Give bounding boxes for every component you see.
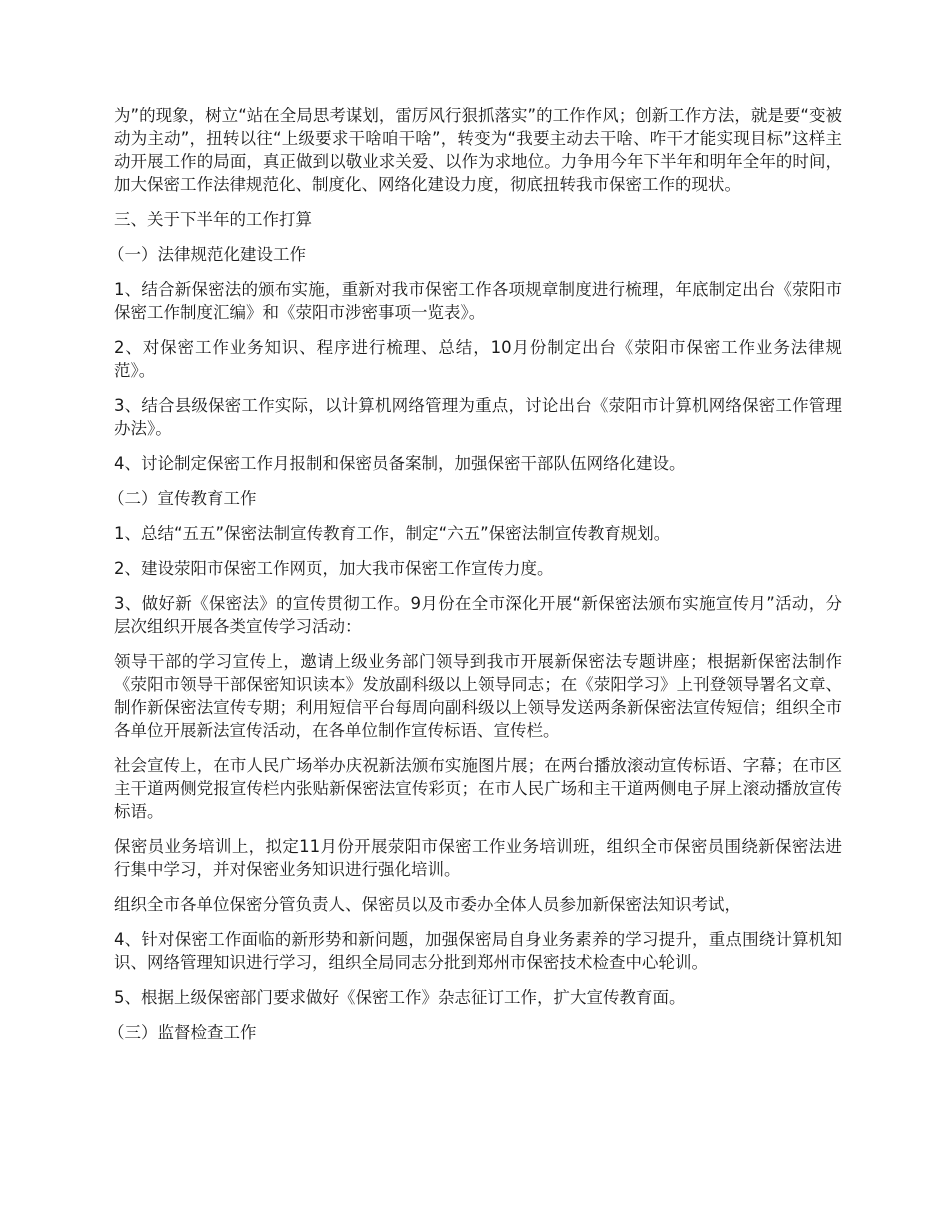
- paragraph-item: 3、结合县级保密工作实际，以计算机网络管理为重点，讨论出台《荥阳市计算机网络保密工作管理办法》。: [114, 396, 842, 438]
- paragraph-item: 4、讨论制定保密工作月报制和保密员备案制，加强保密干部队伍网络化建设。: [114, 454, 686, 473]
- paragraph-intro-continuation: 为”的现象，树立“站在全局思考谋划，雷厉风行狠抓落实”的工作作风；创新工作方法，就是要“变被动为主动”，扭转以往“上级要求干啥咱干啥”，转变为“我要主动去干啥、咋干才能实现目标”这样主动开展工作的局面，真正做到以敬业求关爱、以作为求地位。力争用今年下半年和明年全年的时间，加大保密工作法律规范化、制度化、网络化建设力度，彻底扭转我市保密工作的现状。: [114, 106, 842, 194]
- subsection-heading-2: （二）宣传教育工作: [108, 489, 257, 508]
- paragraph-item: 1、总结“五五”保密法制宣传教育工作，制定“六五”保密法制宣传教育规划。: [114, 524, 671, 543]
- paragraph-social-publicity: 社会宣传上，在市人民广场举办庆祝新法颁布实施图片展；在两台播放滚动宣传标语、字幕；在市区主干道两侧党报宣传栏内张贴新保密法宣传彩页；在市人民广场和主干道两侧电子屏上滚动播放宣传标语。: [114, 756, 842, 821]
- paragraph-leader-publicity: 领导干部的学习宣传上，邀请上级业务部门领导到我市开展新保密法专题讲座；根据新保密法制作《荥阳市领导干部保密知识读本》发放副科级以上领导同志；在《荥阳学习》上刊登领导署名文章、制作新保密法宣传专期；利用短信平台每周向副科级以上领导发送两条新保密法宣传短信；组织全市各单位开展新法宣传活动，在各单位制作宣传标语、宣传栏。: [114, 652, 842, 740]
- paragraph-staff-training: 保密员业务培训上，拟定11月份开展荥阳市保密工作业务培训班，组织全市保密员围绕新保密法进行集中学习，并对保密业务知识进行强化培训。: [114, 837, 842, 879]
- paragraph-exam: 组织全市各单位保密分管负责人、保密员以及市委办全体人员参加新保密法知识考试，: [114, 895, 741, 914]
- document-body: [108, 104, 842, 1056]
- section-heading-3: 三、关于下半年的工作打算: [114, 210, 312, 229]
- paragraph-item: 5、根据上级保密部门要求做好《保密工作》杂志征订工作，扩大宣传教育面。: [114, 988, 686, 1007]
- paragraph-item: 2、对保密工作业务知识、程序进行梳理、总结，10月份制定出台《荥阳市保密工作业务法律规范》。: [114, 338, 842, 380]
- paragraph-item: 2、建设荥阳市保密工作网页，加大我市保密工作宣传力度。: [114, 559, 554, 578]
- subsection-heading-1: （一）法律规范化建设工作: [108, 245, 306, 264]
- paragraph-item: 1、结合新保密法的颁布实施，重新对我市保密工作各项规章制度进行梳理，年底制定出台《荥阳市保密工作制度汇编》和《荥阳市涉密事项一览表》。: [114, 280, 842, 322]
- paragraph-item: 3、做好新《保密法》的宣传贯彻工作。9月份在全市深化开展“新保密法颁布实施宣传月”活动，分层次组织开展各类宣传学习活动：: [114, 594, 842, 636]
- subsection-heading-3: （三）监督检查工作: [108, 1023, 257, 1042]
- paragraph-item: 4、针对保密工作面临的新形势和新问题，加强保密局自身业务素养的学习提升，重点围绕计算机知识、网络管理知识进行学习，组织全局同志分批到郑州市保密技术检查中心轮训。: [114, 930, 842, 972]
